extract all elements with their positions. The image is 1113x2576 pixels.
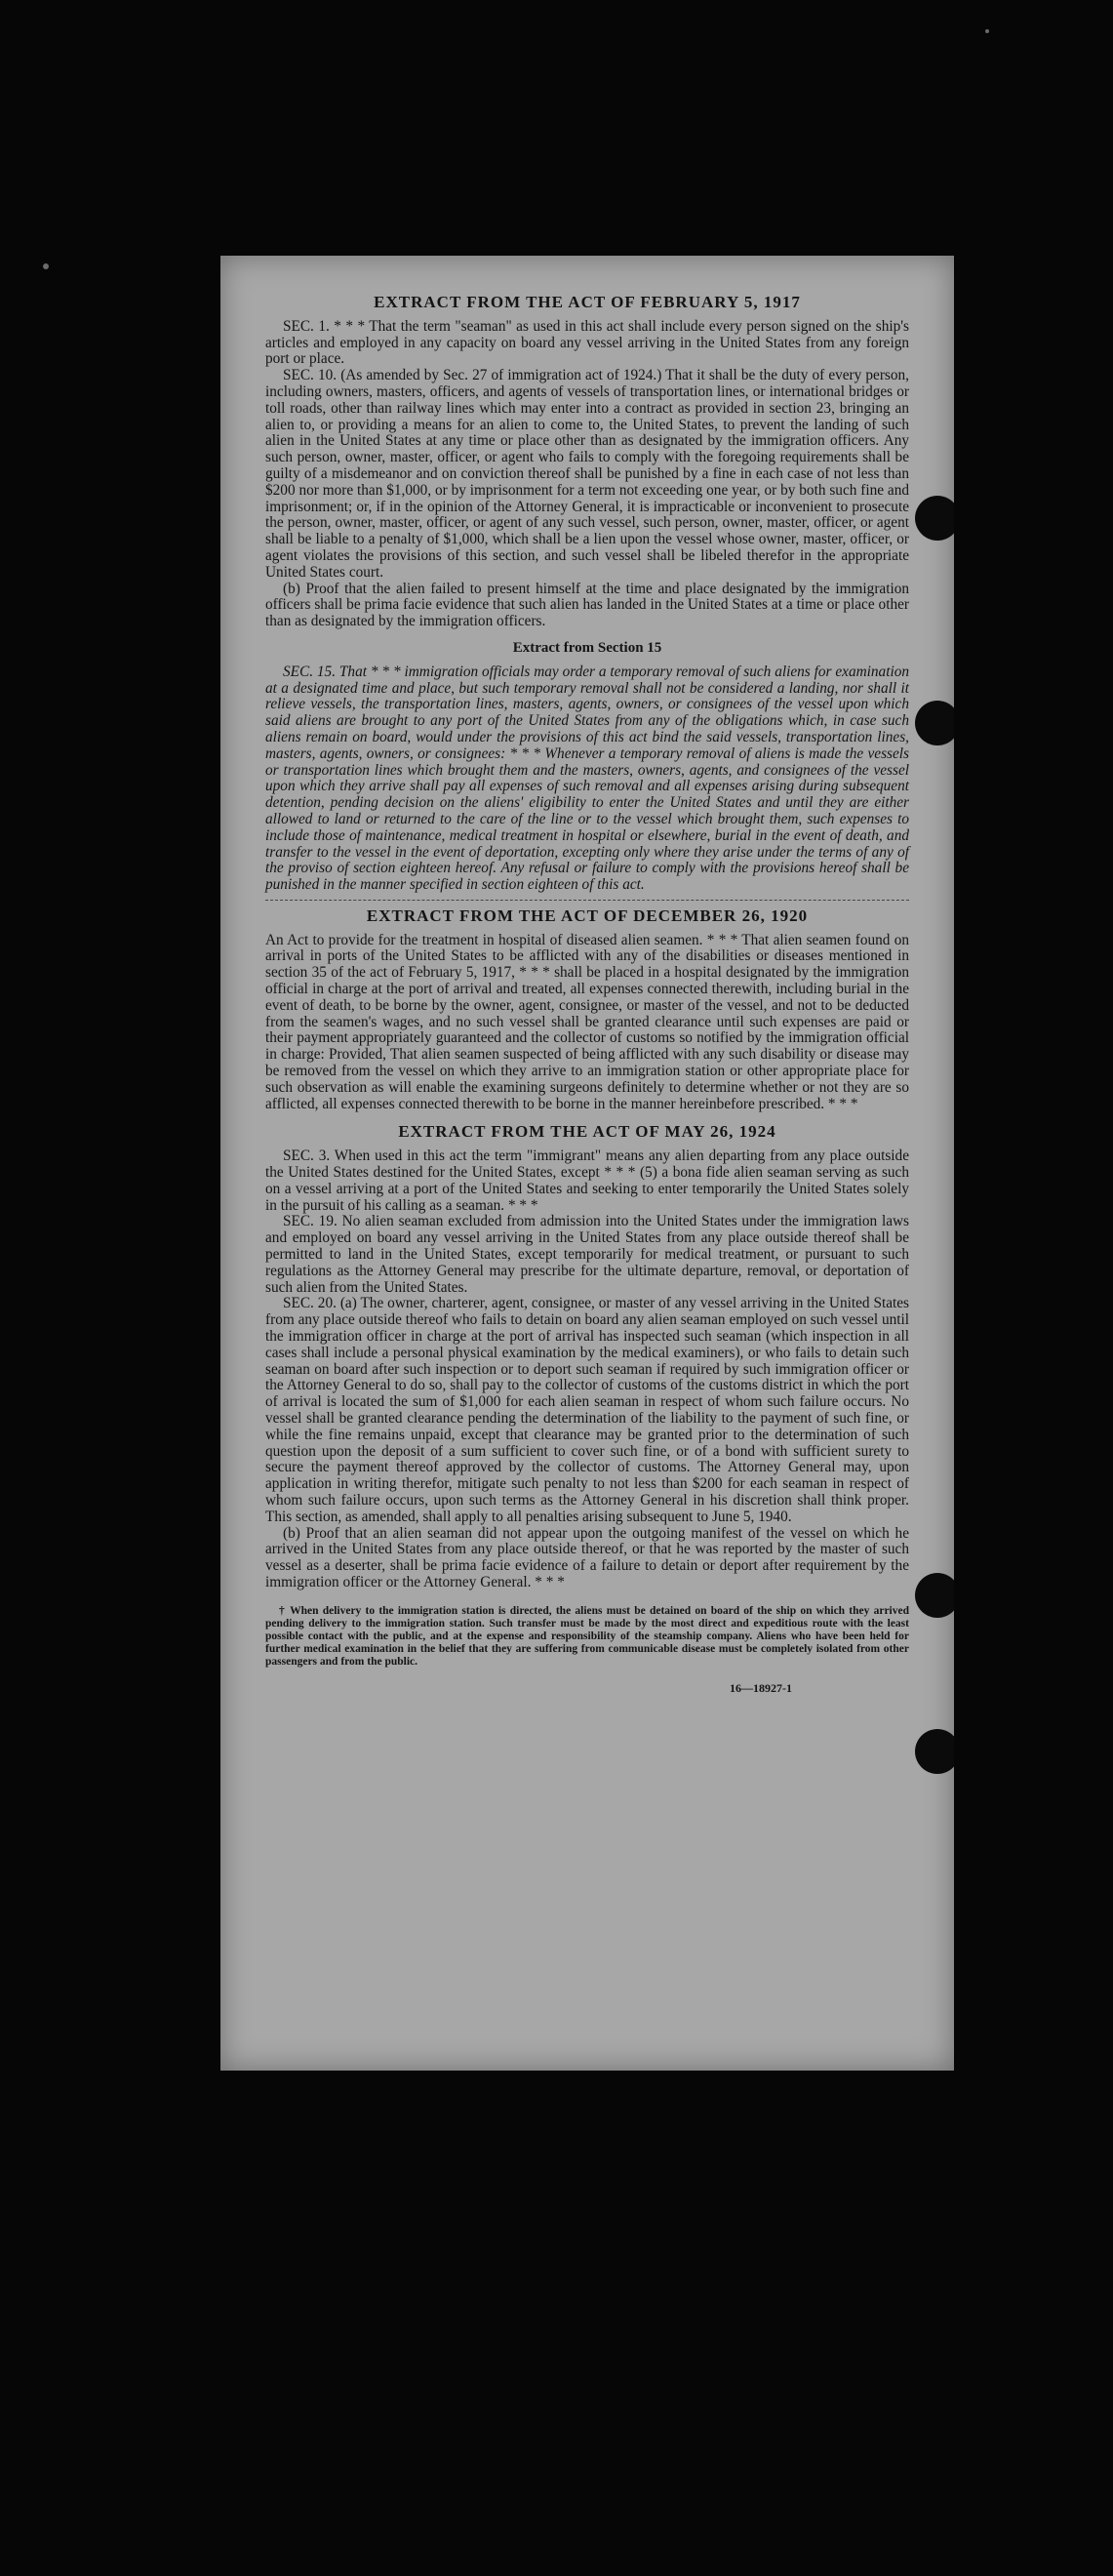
punch-hole-3	[915, 1573, 954, 1618]
paragraph-act-1920: An Act to provide for the treatment in hospital of diseased alien seamen. * * * That alien seamen found on arrival in ports of the United States to be afflicted with any of the disabilities or diseases mentioned in section 35 of the act of February 5, 1917, * * * shall be placed in a hospital designated by the immigration official in charge at the port of arrival and treated, all expenses connected therewith, including burial in the event of death, to be borne by the owner, agent, consignee, or master of the vessel, and not to be deducted from the seamen's wages, and no such vessel shall be granted clearance until such expenses are paid or their payment appropriately guaranteed and the collector of customs so notified by the immigration official in charge: Provided, That alien seamen suspected of being afflicted with any such disability or disease may be removed from the vessel on which they arrive to an immigration station or other appropriate place for such observation as will enable the examining surgeons definitely to determine whether or not they are so afflicted, all expenses connected therewith to be borne in the manner hereinbefore prescribed. * * *	[265, 931, 909, 1112]
paragraph-sec-15: SEC. 15. That * * * immigration officials may order a temporary removal of such aliens for examination at a designated time and place, but such temporary removal shall not be considered a landing, nor shall it relieve vessels, the transportation lines, masters, agents, owners, or consignees of the vessel upon which said aliens are brought to any port of the United States from any of the obligations which, in case such aliens remain on board, would under the provisions of this act bind the said vessels, transportation lines, masters, agents, owners, or consignees: * * * Whenever a temporary removal of aliens is made the vessels or transportation lines which brought them and the masters, owners, agents, and consignees of the vessel upon which they arrive shall pay all expenses of such removal and all expenses arising during subsequent detention, pending decision on the aliens' eligibility to enter the United States and until they are either allowed to land or returned to the care of the line or to the vessel which brought them, such expenses to include those of maintenance, medical treatment in hospital or elsewhere, burial in the event of death, and transfer to the vessel in the event of deportation, excepting only where they arise under the terms of any of the proviso of section eighteen hereof. Any refusal or failure to comply with the provisions hereof shall be punished in the manner specified in section eighteen of this act.	[265, 663, 909, 894]
section-title-1920: EXTRACT FROM THE ACT OF DECEMBER 26, 1920	[366, 906, 809, 925]
section-title-1924: EXTRACT FROM THE ACT OF MAY 26, 1924	[398, 1122, 776, 1142]
dust-speck	[43, 263, 49, 269]
paragraph-sec-1: SEC. 1. * * * That the term "seaman" as used in this act shall include every person signed on the ship's articles and employed in any capacity on board any vessel arriving in the United States from any foreign port or place.	[265, 317, 909, 368]
punch-hole-4	[915, 1729, 954, 1774]
paragraph-sec-20b: (b) Proof that an alien seaman did not appear upon the outgoing manifest of the vessel on which he arrived in the United States from any place outside thereof, or that he was reported by the master of such vessel as a deserter, shall be prima facie evidence of a failure to detain or deport after requirement by the immigration officer or the Attorney General. * * *	[265, 1524, 909, 1590]
paragraph-sec-10b: (b) Proof that the alien failed to present himself at the time and place designated by the immigration officers shall be prima facie evidence that such alien has landed in the United States at a time or place other than as designated by the immigration officers.	[265, 580, 909, 630]
section-title-1917: EXTRACT FROM THE ACT OF FEBRUARY 5, 1917	[374, 293, 801, 311]
form-number: 16—18927-1	[730, 1680, 792, 1695]
section-title-15: Extract from Section 15	[512, 639, 662, 656]
dust-speck	[985, 29, 989, 33]
document-text	[265, 295, 909, 1697]
paragraph-sec-19: SEC. 19. No alien seaman excluded from admission into the United States under the immigration laws and employed on board any vessel arriving in the United States from any place outside thereof shall be permitted to land in the United States, except temporarily for medical treatment, or pursuant to such regulations as the Attorney General may prescribe for the ultimate departure, removal, or deportation of such alien from the United States.	[265, 1213, 909, 1296]
footnote: † When delivery to the immigration station is directed, the aliens must be detained on board of the ship on which they arrived pending delivery to the immigration station. Such transfer must be made by the most direct and expeditious route with the least possible contact with the public, and at the expense and responsibility of the steamship company. Aliens who have been held for further medical examination in the belief that they are suffering from communicable disease must be completely isolated from other passengers and from the public.	[265, 1604, 909, 1668]
separator	[265, 900, 909, 901]
paragraph-sec-3: SEC. 3. When used in this act the term "immigrant" means any alien departing from any place outside the United States destined for the United States, except * * * (5) a bona fide alien seaman serving as such on a vessel arriving at a port of the United States and seeking to enter temporarily the United States solely in the pursuit of his calling as a seaman. * * *	[265, 1147, 909, 1214]
paragraph-sec-20a: SEC. 20. (a) The owner, charterer, agent, consignee, or master of any vessel arriving in the United States from any place outside thereof who fails to detain on board any alien seaman employed on such vessel until the immigration officer in charge at the port of arrival has inspected such seaman (which inspection in all cases shall include a personal physical examination by the medical examiners), or who fails to detain such seaman on board after such inspection or to deport such seaman if required by such immigration officer or the Attorney General to do so, shall pay to the collector of customs of the customs district in which the port of arrival is located the sum of $1,000 for each alien seaman in respect of whom such failure occurs. No vessel shall be granted clearance pending the determination of the liability to the payment of such fine, or while the fine remains unpaid, except that clearance may be granted prior to the determination of such question upon the deposit of a sum sufficient to cover such fine, or of a bond with sufficient surety to secure the payment thereof approved by the collector of customs. The Attorney General may, upon application in writing therefor, mitigate such penalty to not less than $200 for each seaman in respect of whom such failure occurs, upon such terms as the Attorney General in his discretion shall think proper. This section, as amended, shall apply to all penalties arising subsequent to June 5, 1940.	[265, 1295, 909, 1525]
punch-hole-1	[915, 496, 954, 541]
punch-hole-2	[915, 701, 954, 745]
document-sheet	[220, 256, 954, 2071]
paragraph-sec-10: SEC. 10. (As amended by Sec. 27 of immigration act of 1924.) That it shall be the duty of every person, including owners, masters, officers, and agents of vessels of transportation lines, or international bridges or toll roads, other than railway lines which may enter into a contract as provided in section 23, bringing an alien to, or providing a means for an alien to come to, the United States, to prevent the landing of such alien in the United States at any time or place other than as designated by the immigration officers. Any such person, owner, master, officer, or agent who fails to comply with the foregoing requirements shall be guilty of a misdemeanor and on conviction thereof shall be punished by a fine in each case of not less than $200 nor more than $1,000, or by imprisonment for a term not exceeding one year, or by both such fine and imprisonment; or, if in the opinion of the Attorney General, it is impracticable or inconvenient to prosecute the person, owner, master, officer, or agent of any such vessel, such person, owner, master, officer, or agent shall be liable to a penalty of $1,000, which shall be a lien upon the vessel whose owner, master, officer, or agent violates the provisions of this section, and such vessel shall be libeled therefor in the appropriate United States court.	[265, 367, 909, 581]
